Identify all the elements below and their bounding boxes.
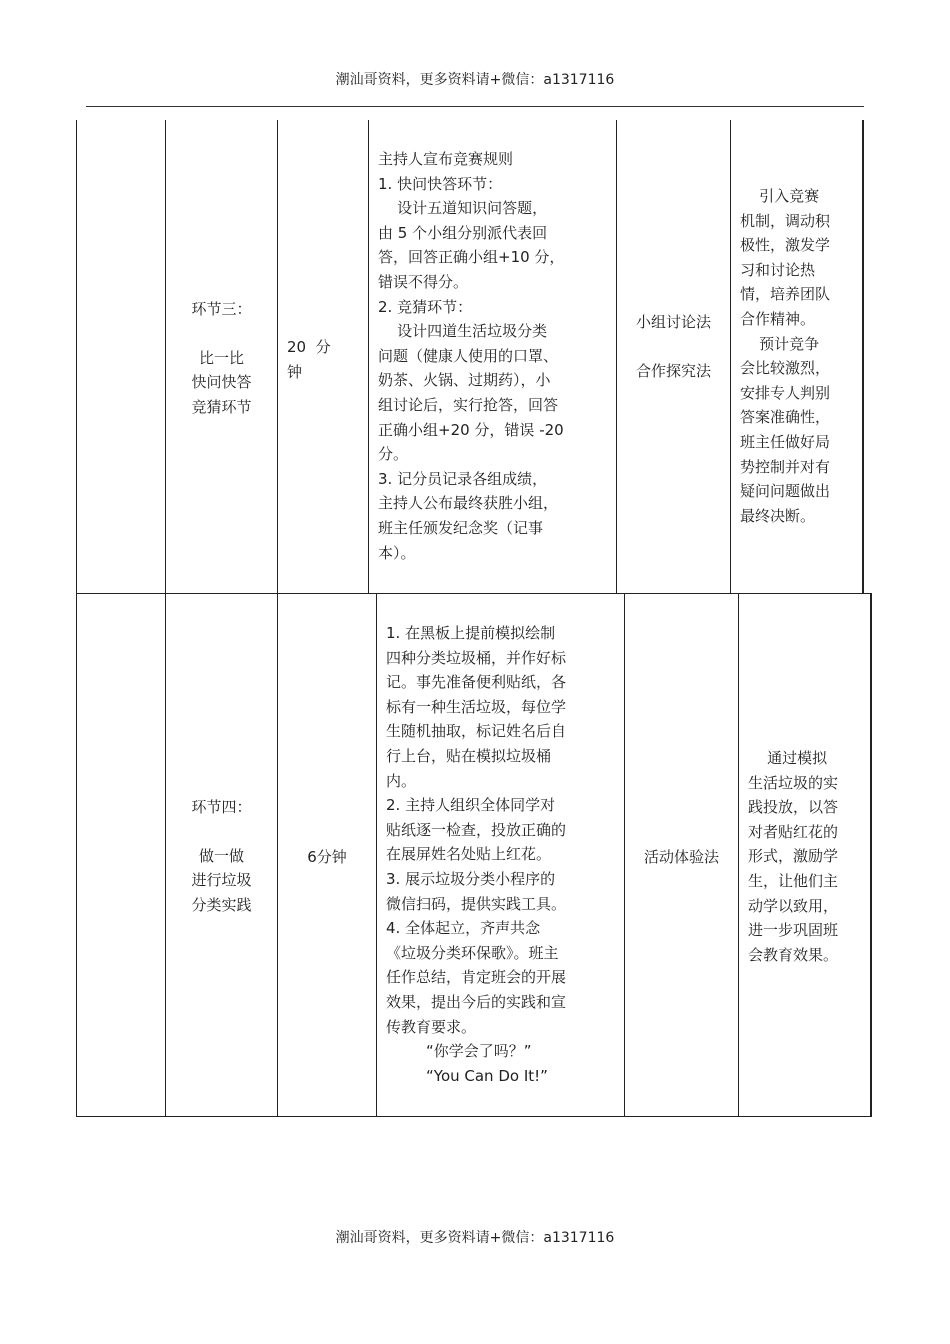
purpose-line: 极性，激发学 — [740, 236, 831, 255]
content-line: 设计五道知识问答题， — [378, 199, 548, 218]
content-cell — [386, 621, 616, 1088]
duration-line: 钟 — [287, 362, 303, 381]
duration-line: 6分钟 — [307, 848, 347, 866]
purpose-line: 会教育效果。 — [748, 945, 839, 964]
content-line: 生随机抽取，标记姓名后自 — [386, 722, 567, 741]
duration-line: 20 分 — [287, 338, 331, 356]
content-line: “你学会了吗？” — [426, 1042, 532, 1061]
purpose-line: 情，培养团队 — [740, 285, 831, 304]
content-line: 由 5 个小组分别派代表回 — [378, 223, 548, 242]
methods-cell — [617, 310, 730, 383]
content-line: 2. 主持人组织全体同学对 — [386, 796, 556, 815]
content-line: 任作总结，肯定班会的开展 — [386, 968, 567, 987]
content-line: 正确小组+20 分，错误 -20 — [378, 420, 564, 439]
content-line: 3. 展示垃圾分类小程序的 — [386, 869, 556, 888]
purpose-line: 生活垃圾的实 — [748, 773, 839, 792]
content-line: 四种分类垃圾桶，并作好标 — [386, 648, 567, 667]
purpose-line: 践投放，以答 — [748, 798, 839, 817]
content-line: 本）。 — [378, 543, 416, 562]
purpose-line: 习和讨论热 — [740, 260, 816, 279]
content-line: 问题（健康人使用的口罩、 — [378, 346, 559, 365]
page-header: 潮汕哥资料，更多资料请+微信：a1317116 — [335, 72, 615, 88]
purpose-cell — [748, 746, 866, 967]
stage-name-line: 进行垃圾 — [191, 871, 252, 890]
table-divider — [368, 120, 369, 594]
table-divider — [376, 593, 377, 1117]
purpose-line: 对者贴红花的 — [748, 822, 839, 841]
content-line: 4. 全体起立，齐声共念 — [386, 919, 541, 938]
content-line: 3. 记分员记录各组成绩， — [378, 469, 548, 488]
method-label: 活动体验法 — [643, 848, 719, 866]
content-line: 组讨论后，实行抢答，回答 — [378, 395, 559, 414]
page-footer: 潮汕哥资料，更多资料请+微信：a1317116 — [335, 1230, 615, 1246]
content-line: 主持人宣布竞赛规则 — [378, 150, 514, 168]
table-divider — [277, 120, 278, 594]
purpose-line: 形式，激励学 — [748, 847, 839, 866]
purpose-line: 会比较激烈， — [740, 359, 831, 378]
content-cell — [378, 147, 608, 565]
table-divider — [738, 593, 739, 1117]
purpose-line: 势控制并对有 — [740, 457, 831, 476]
stage-cell — [166, 297, 277, 419]
purpose-line: 疑问问题做出 — [740, 482, 831, 501]
duration-cell — [278, 845, 376, 870]
purpose-line: 动学以致用， — [748, 896, 839, 915]
table-border-bottom — [76, 1116, 872, 1117]
content-line: 设计四道生活垃圾分类 — [378, 322, 548, 341]
purpose-line: 通过模拟 — [748, 749, 828, 767]
stage-label: 环节四： — [191, 798, 252, 816]
purpose-line: 最终决断。 — [740, 506, 816, 525]
content-line: 在展屏姓名处贴上红花。 — [386, 845, 552, 864]
content-line: 主持人公布最终获胜小组， — [378, 494, 559, 513]
content-line: 分。 — [378, 445, 409, 464]
stage-name-line: 竞猜环节 — [191, 397, 252, 416]
content-line: 微信扫码，提供实践工具。 — [386, 894, 567, 913]
duration-cell — [287, 335, 359, 384]
content-line: 错误不得分。 — [378, 272, 469, 291]
purpose-line: 进一步巩固班 — [748, 921, 839, 940]
stage-name-line: 做一做 — [198, 846, 244, 865]
content-line: 答，回答正确小组+10 分， — [378, 248, 565, 267]
content-line: 2. 竞猜环节： — [378, 297, 473, 316]
purpose-line: 生，让他们主 — [748, 871, 839, 890]
content-line: 传教育要求。 — [386, 1017, 477, 1036]
stage-name-line: 分类实践 — [191, 895, 252, 914]
purpose-line: 引入竞赛 — [740, 187, 820, 205]
row-divider — [76, 593, 872, 594]
content-line: 贴纸逐一检查，投放正确的 — [386, 820, 567, 839]
table-border-right — [862, 120, 864, 594]
method-label: 小组讨论法 — [635, 313, 711, 331]
content-line: 1. 在黑板上提前模拟绘制 — [386, 624, 556, 642]
purpose-line: 答案准确性， — [740, 408, 831, 427]
purpose-cell — [740, 184, 858, 528]
purpose-line: 安排专人判别 — [740, 383, 831, 402]
content-line: 记。事先准备便利贴纸，各 — [386, 673, 567, 692]
header-rule — [86, 106, 864, 107]
stage-cell — [166, 795, 277, 917]
content-line: 行上台，贴在模拟垃圾桶 — [386, 746, 552, 765]
purpose-line: 机制，调动积 — [740, 211, 831, 230]
stage-name-line: 快问快答 — [191, 373, 252, 392]
purpose-line: 班主任做好局 — [740, 432, 831, 451]
table-border-left — [76, 120, 77, 594]
purpose-line: 预计竞争 — [740, 334, 820, 353]
table-border-right — [870, 593, 872, 1117]
content-line: “You Can Do It!” — [426, 1066, 548, 1085]
content-line: 《垃圾分类环保歌》。班主 — [386, 943, 559, 962]
content-line: 标有一种生活垃圾，每位学 — [386, 697, 567, 716]
content-line: 1. 快问快答环节： — [378, 174, 503, 193]
table-border-left — [76, 593, 77, 1117]
stage-label: 环节三： — [191, 300, 252, 318]
content-line: 班主任颁发纪念奖（记事 — [378, 518, 544, 537]
methods-cell — [625, 845, 738, 870]
content-line: 效果，提出今后的实践和宣 — [386, 992, 567, 1011]
purpose-line: 合作精神。 — [740, 309, 816, 328]
content-line: 内。 — [386, 771, 417, 790]
method-label: 合作探究法 — [635, 361, 711, 380]
stage-name-line: 比一比 — [198, 348, 244, 367]
table-divider — [730, 120, 731, 594]
content-line: 奶茶、火锅、过期药），小 — [378, 371, 551, 390]
